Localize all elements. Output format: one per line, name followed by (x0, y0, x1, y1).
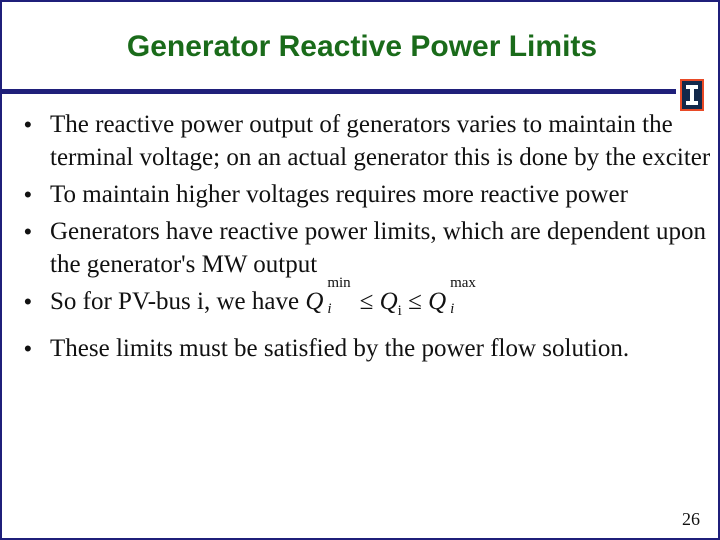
slide-title: Generator Reactive Power Limits (126, 30, 598, 63)
formula-leq-2: ≤ (408, 288, 422, 315)
title-divider (2, 89, 676, 94)
bullet-text: So for PV-bus i, we have (50, 288, 300, 315)
formula-q-min: Q min i (305, 275, 351, 317)
university-logo-icon (680, 79, 704, 111)
bullet-item (24, 108, 714, 174)
bullet-list (24, 108, 714, 369)
page-number: 26 (682, 509, 700, 529)
formula-q-i: $Q_i$ (379, 288, 402, 319)
bullet-item (24, 215, 714, 281)
bullet-marker: • (24, 112, 32, 137)
formula-leq-1: ≤ (359, 288, 374, 315)
formula-q-max: Q max i (428, 275, 476, 317)
bullet-item (24, 178, 714, 211)
bullet-marker: • (24, 289, 32, 314)
bullet-text: To maintain higher voltages requires more reactive power (50, 181, 628, 208)
bullet-item (24, 332, 714, 365)
bullet-marker: • (24, 336, 32, 361)
bullet-item (24, 275, 714, 328)
bullet-marker: • (24, 219, 32, 244)
bullet-text: These limits must be satisfied by the power flow solution. (50, 335, 630, 362)
bullet-text: Generators have reactive power limits, which are dependent upon the generator's MW output (50, 218, 706, 278)
bullet-text: The reactive power output of generators varies to maintain the terminal voltage; on an actual generator this is done by the exciter (50, 111, 711, 171)
bullet-marker: • (24, 182, 32, 207)
limit-formula (305, 275, 476, 319)
